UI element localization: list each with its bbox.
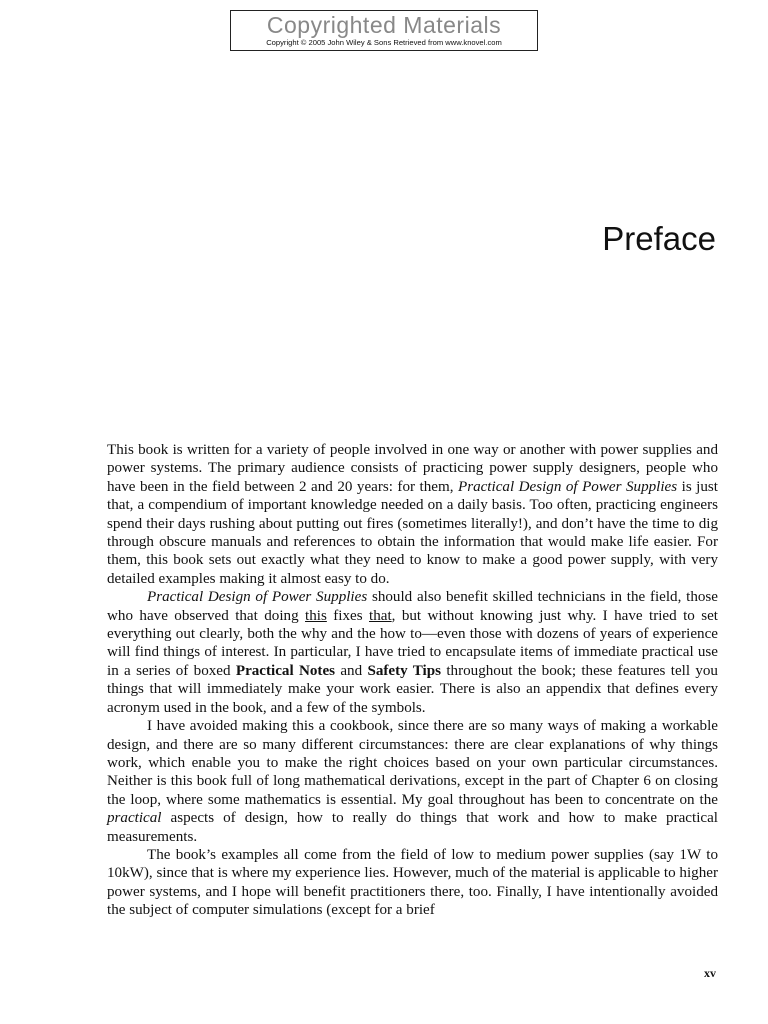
text-run: The book’s examples all come from the field of low to medium power supplies (say 1W to 10kW), since that is where my experience lies. However, much of the material is applicable to higher power systems, and I hope will benefit practitioners there, too. Finally, I have intentionally avoided the subject of computer simulations (except for a brief [107, 846, 718, 919]
text-run: fixes [326, 607, 369, 624]
copyright-banner [230, 10, 538, 51]
text-run: I have avoided making this a cookbook, since there are so many ways of making a workable design, and there are so many different circumstances: there are clear explanations of why things work, which enable you to make the right choices based on your own particular circumstances. Neither is this book full of long mathematical derivations, except in the part of Chapter 6 on closing the loop, where some mathematics is essential. My goal throughout has been to concentrate on the [107, 718, 718, 808]
styled-run: that [369, 607, 392, 624]
paragraph-3 [107, 717, 718, 846]
text-run: throughout the book; these features tell you things that will immediately make your work easier. There is also an appendix that defines every acronym used in the book, and a few of the symbols. [107, 662, 718, 716]
text-run: , but without knowing just why. I have tried to set everything out clearly, both the why and the how to—even those with dozens of years of experience will find things of interest. In particular, I have tried to encapsulate items of immediate practical use in a series of boxed [107, 607, 718, 679]
preface-body [107, 441, 718, 920]
page-number: xv [704, 966, 716, 980]
styled-run: this [305, 607, 327, 624]
styled-run: Safety Tips [367, 662, 442, 679]
copyright-notice: Copyright © 2005 John Wiley & Sons Retrieved from www.knovel.com [266, 38, 502, 47]
styled-run: practical [107, 810, 162, 827]
styled-run: Practical Notes [235, 662, 336, 679]
styled-run: Practical Design of Power Supplies [147, 589, 368, 606]
text-run: aspects of design, how to really do things that work and how to make practical measurements. [107, 810, 718, 845]
text-run: should also benefit skilled technicians in the field, those who have observed that doing [107, 589, 718, 624]
text-run: and [335, 662, 368, 679]
paragraph-4 [107, 846, 718, 920]
paragraph-1 [107, 441, 718, 588]
chapter-title: Preface [602, 220, 716, 257]
styled-run: Practical Design of Power Supplies [457, 478, 678, 495]
text-run: This book is written for a variety of people involved in one way or another with power supplies and power systems. The primary audience consists of practicing power supply designers, people who have been in the field between 2 and 20 years: for them, [107, 442, 718, 495]
text-run: is just that, a compendium of important knowledge needed on a daily basis. Too often, practicing engineers spend their days rushing about putting out fires (sometimes literally!), and don’t have the time to dig through obscure manuals and references to obtain the information that would make life easier. For them, this book sets out exactly what they need to know to make a good power supply, with very detailed examples making it almost easy to do. [107, 478, 718, 587]
paragraph-2 [107, 588, 718, 717]
copyright-title: Copyrighted Materials [266, 12, 502, 38]
